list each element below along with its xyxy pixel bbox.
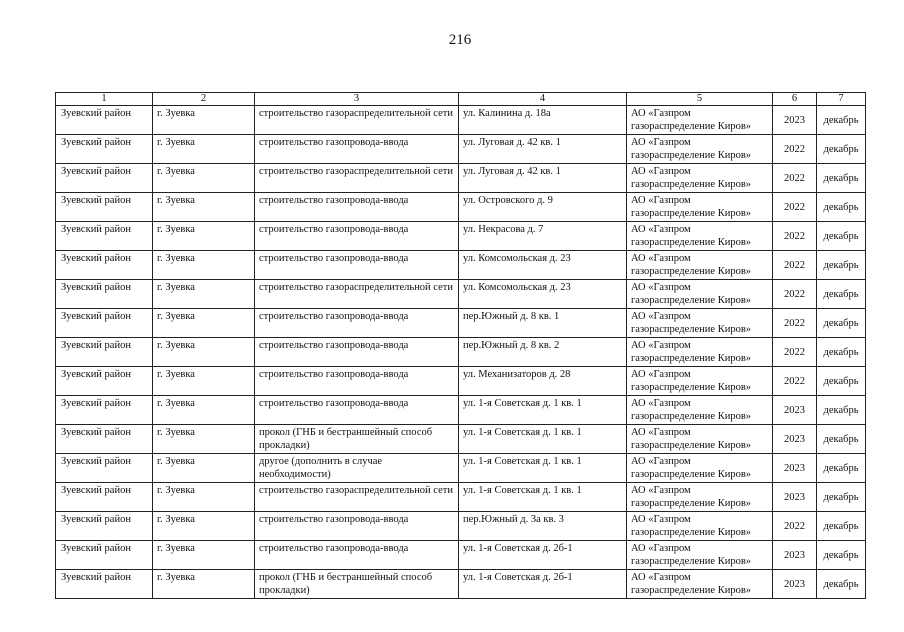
town-cell: г. Зуевка <box>153 338 255 367</box>
month-cell: декабрь <box>817 454 866 483</box>
town-cell: г. Зуевка <box>153 222 255 251</box>
table-row <box>56 280 866 309</box>
organization-cell: АО «Газпром газораспределение Киров» <box>627 251 773 280</box>
address-cell: ул. Луговая д. 42 кв. 1 <box>459 135 627 164</box>
month-cell: декабрь <box>817 251 866 280</box>
work-type-cell: прокол (ГНБ и бестраншейный способ прокладки) <box>255 570 459 599</box>
address-cell: ул. Островского д. 9 <box>459 193 627 222</box>
column-header: 1 <box>56 93 153 106</box>
year-cell: 2023 <box>773 106 817 135</box>
month-cell: декабрь <box>817 309 866 338</box>
table-row <box>56 135 866 164</box>
organization-cell: АО «Газпром газораспределение Киров» <box>627 193 773 222</box>
district-cell: Зуевский район <box>56 570 153 599</box>
work-type-cell: другое (дополнить в случае необходимости) <box>255 454 459 483</box>
organization-cell: АО «Газпром газораспределение Киров» <box>627 367 773 396</box>
town-cell: г. Зуевка <box>153 454 255 483</box>
table-row <box>56 193 866 222</box>
town-cell: г. Зуевка <box>153 193 255 222</box>
address-cell: ул. Луговая д. 42 кв. 1 <box>459 164 627 193</box>
table-row <box>56 541 866 570</box>
town-cell: г. Зуевка <box>153 425 255 454</box>
table-row <box>56 570 866 599</box>
town-cell: г. Зуевка <box>153 309 255 338</box>
column-header: 5 <box>627 93 773 106</box>
district-cell: Зуевский район <box>56 135 153 164</box>
organization-cell: АО «Газпром газораспределение Киров» <box>627 541 773 570</box>
organization-cell: АО «Газпром газораспределение Киров» <box>627 222 773 251</box>
town-cell: г. Зуевка <box>153 541 255 570</box>
organization-cell: АО «Газпром газораспределение Киров» <box>627 454 773 483</box>
district-cell: Зуевский район <box>56 541 153 570</box>
month-cell: декабрь <box>817 106 866 135</box>
table-row <box>56 425 866 454</box>
table-row <box>56 309 866 338</box>
work-type-cell: строительство газопровода-ввода <box>255 222 459 251</box>
year-cell: 2023 <box>773 570 817 599</box>
district-cell: Зуевский район <box>56 222 153 251</box>
district-cell: Зуевский район <box>56 251 153 280</box>
address-cell: пер.Южный д. 8 кв. 2 <box>459 338 627 367</box>
address-cell: пер.Южный д. 3а кв. 3 <box>459 512 627 541</box>
district-cell: Зуевский район <box>56 512 153 541</box>
year-cell: 2022 <box>773 512 817 541</box>
town-cell: г. Зуевка <box>153 106 255 135</box>
month-cell: декабрь <box>817 396 866 425</box>
town-cell: г. Зуевка <box>153 396 255 425</box>
address-cell: ул. 1-я Советская д. 1 кв. 1 <box>459 396 627 425</box>
work-type-cell: строительство газопровода-ввода <box>255 338 459 367</box>
town-cell: г. Зуевка <box>153 280 255 309</box>
table-row <box>56 164 866 193</box>
column-header: 2 <box>153 93 255 106</box>
year-cell: 2022 <box>773 135 817 164</box>
month-cell: декабрь <box>817 425 866 454</box>
year-cell: 2022 <box>773 338 817 367</box>
table-row <box>56 338 866 367</box>
year-cell: 2022 <box>773 164 817 193</box>
district-cell: Зуевский район <box>56 367 153 396</box>
data-table <box>55 92 866 599</box>
district-cell: Зуевский район <box>56 309 153 338</box>
organization-cell: АО «Газпром газораспределение Киров» <box>627 135 773 164</box>
year-cell: 2023 <box>773 483 817 512</box>
address-cell: пер.Южный д. 8 кв. 1 <box>459 309 627 338</box>
town-cell: г. Зуевка <box>153 251 255 280</box>
year-cell: 2022 <box>773 367 817 396</box>
work-type-cell: прокол (ГНБ и бестраншейный способ прокладки) <box>255 425 459 454</box>
town-cell: г. Зуевка <box>153 570 255 599</box>
organization-cell: АО «Газпром газораспределение Киров» <box>627 396 773 425</box>
table-row <box>56 483 866 512</box>
work-type-cell: строительство газопровода-ввода <box>255 135 459 164</box>
organization-cell: АО «Газпром газораспределение Киров» <box>627 106 773 135</box>
table-row <box>56 512 866 541</box>
work-type-cell: строительство газораспределительной сети <box>255 483 459 512</box>
organization-cell: АО «Газпром газораспределение Киров» <box>627 338 773 367</box>
address-cell: ул. 1-я Советская д. 2б-1 <box>459 570 627 599</box>
year-cell: 2022 <box>773 251 817 280</box>
table-row <box>56 106 866 135</box>
month-cell: декабрь <box>817 512 866 541</box>
organization-cell: АО «Газпром газораспределение Киров» <box>627 280 773 309</box>
district-cell: Зуевский район <box>56 425 153 454</box>
month-cell: декабрь <box>817 541 866 570</box>
header-row <box>56 93 866 106</box>
column-header: 4 <box>459 93 627 106</box>
year-cell: 2023 <box>773 541 817 570</box>
town-cell: г. Зуевка <box>153 135 255 164</box>
column-header: 7 <box>817 93 866 106</box>
work-type-cell: строительство газопровода-ввода <box>255 251 459 280</box>
work-type-cell: строительство газопровода-ввода <box>255 367 459 396</box>
table-row <box>56 396 866 425</box>
month-cell: декабрь <box>817 483 866 512</box>
address-cell: ул. 1-я Советская д. 2б-1 <box>459 541 627 570</box>
table-row <box>56 251 866 280</box>
column-header: 3 <box>255 93 459 106</box>
work-type-cell: строительство газопровода-ввода <box>255 396 459 425</box>
month-cell: декабрь <box>817 570 866 599</box>
table-body <box>56 106 866 599</box>
table-row <box>56 367 866 396</box>
work-type-cell: строительство газопровода-ввода <box>255 193 459 222</box>
month-cell: декабрь <box>817 280 866 309</box>
page-number: 216 <box>448 32 472 48</box>
district-cell: Зуевский район <box>56 280 153 309</box>
address-cell: ул. 1-я Советская д. 1 кв. 1 <box>459 483 627 512</box>
year-cell: 2023 <box>773 425 817 454</box>
table-row <box>56 454 866 483</box>
work-type-cell: строительство газопровода-ввода <box>255 541 459 570</box>
address-cell: ул. Механизаторов д. 28 <box>459 367 627 396</box>
organization-cell: АО «Газпром газораспределение Киров» <box>627 425 773 454</box>
table-header <box>56 93 866 106</box>
month-cell: декабрь <box>817 193 866 222</box>
address-cell: ул. Калинина д. 18а <box>459 106 627 135</box>
address-cell: ул. Комсомольская д. 23 <box>459 251 627 280</box>
year-cell: 2023 <box>773 396 817 425</box>
month-cell: декабрь <box>817 164 866 193</box>
work-type-cell: строительство газораспределительной сети <box>255 106 459 135</box>
district-cell: Зуевский район <box>56 396 153 425</box>
year-cell: 2023 <box>773 454 817 483</box>
organization-cell: АО «Газпром газораспределение Киров» <box>627 309 773 338</box>
address-cell: ул. Комсомольская д. 23 <box>459 280 627 309</box>
organization-cell: АО «Газпром газораспределение Киров» <box>627 512 773 541</box>
column-header: 6 <box>773 93 817 106</box>
month-cell: декабрь <box>817 338 866 367</box>
year-cell: 2022 <box>773 193 817 222</box>
town-cell: г. Зуевка <box>153 367 255 396</box>
organization-cell: АО «Газпром газораспределение Киров» <box>627 164 773 193</box>
town-cell: г. Зуевка <box>153 512 255 541</box>
work-type-cell: строительство газопровода-ввода <box>255 309 459 338</box>
district-cell: Зуевский район <box>56 106 153 135</box>
month-cell: декабрь <box>817 367 866 396</box>
address-cell: ул. 1-я Советская д. 1 кв. 1 <box>459 454 627 483</box>
district-cell: Зуевский район <box>56 164 153 193</box>
address-cell: ул. Некрасова д. 7 <box>459 222 627 251</box>
district-cell: Зуевский район <box>56 193 153 222</box>
month-cell: декабрь <box>817 222 866 251</box>
table-row <box>56 222 866 251</box>
address-cell: ул. 1-я Советская д. 1 кв. 1 <box>459 425 627 454</box>
year-cell: 2022 <box>773 309 817 338</box>
town-cell: г. Зуевка <box>153 483 255 512</box>
district-cell: Зуевский район <box>56 454 153 483</box>
district-cell: Зуевский район <box>56 338 153 367</box>
month-cell: декабрь <box>817 135 866 164</box>
work-type-cell: строительство газопровода-ввода <box>255 512 459 541</box>
work-type-cell: строительство газораспределительной сети <box>255 280 459 309</box>
organization-cell: АО «Газпром газораспределение Киров» <box>627 570 773 599</box>
organization-cell: АО «Газпром газораспределение Киров» <box>627 483 773 512</box>
year-cell: 2022 <box>773 280 817 309</box>
work-type-cell: строительство газораспределительной сети <box>255 164 459 193</box>
town-cell: г. Зуевка <box>153 164 255 193</box>
district-cell: Зуевский район <box>56 483 153 512</box>
year-cell: 2022 <box>773 222 817 251</box>
